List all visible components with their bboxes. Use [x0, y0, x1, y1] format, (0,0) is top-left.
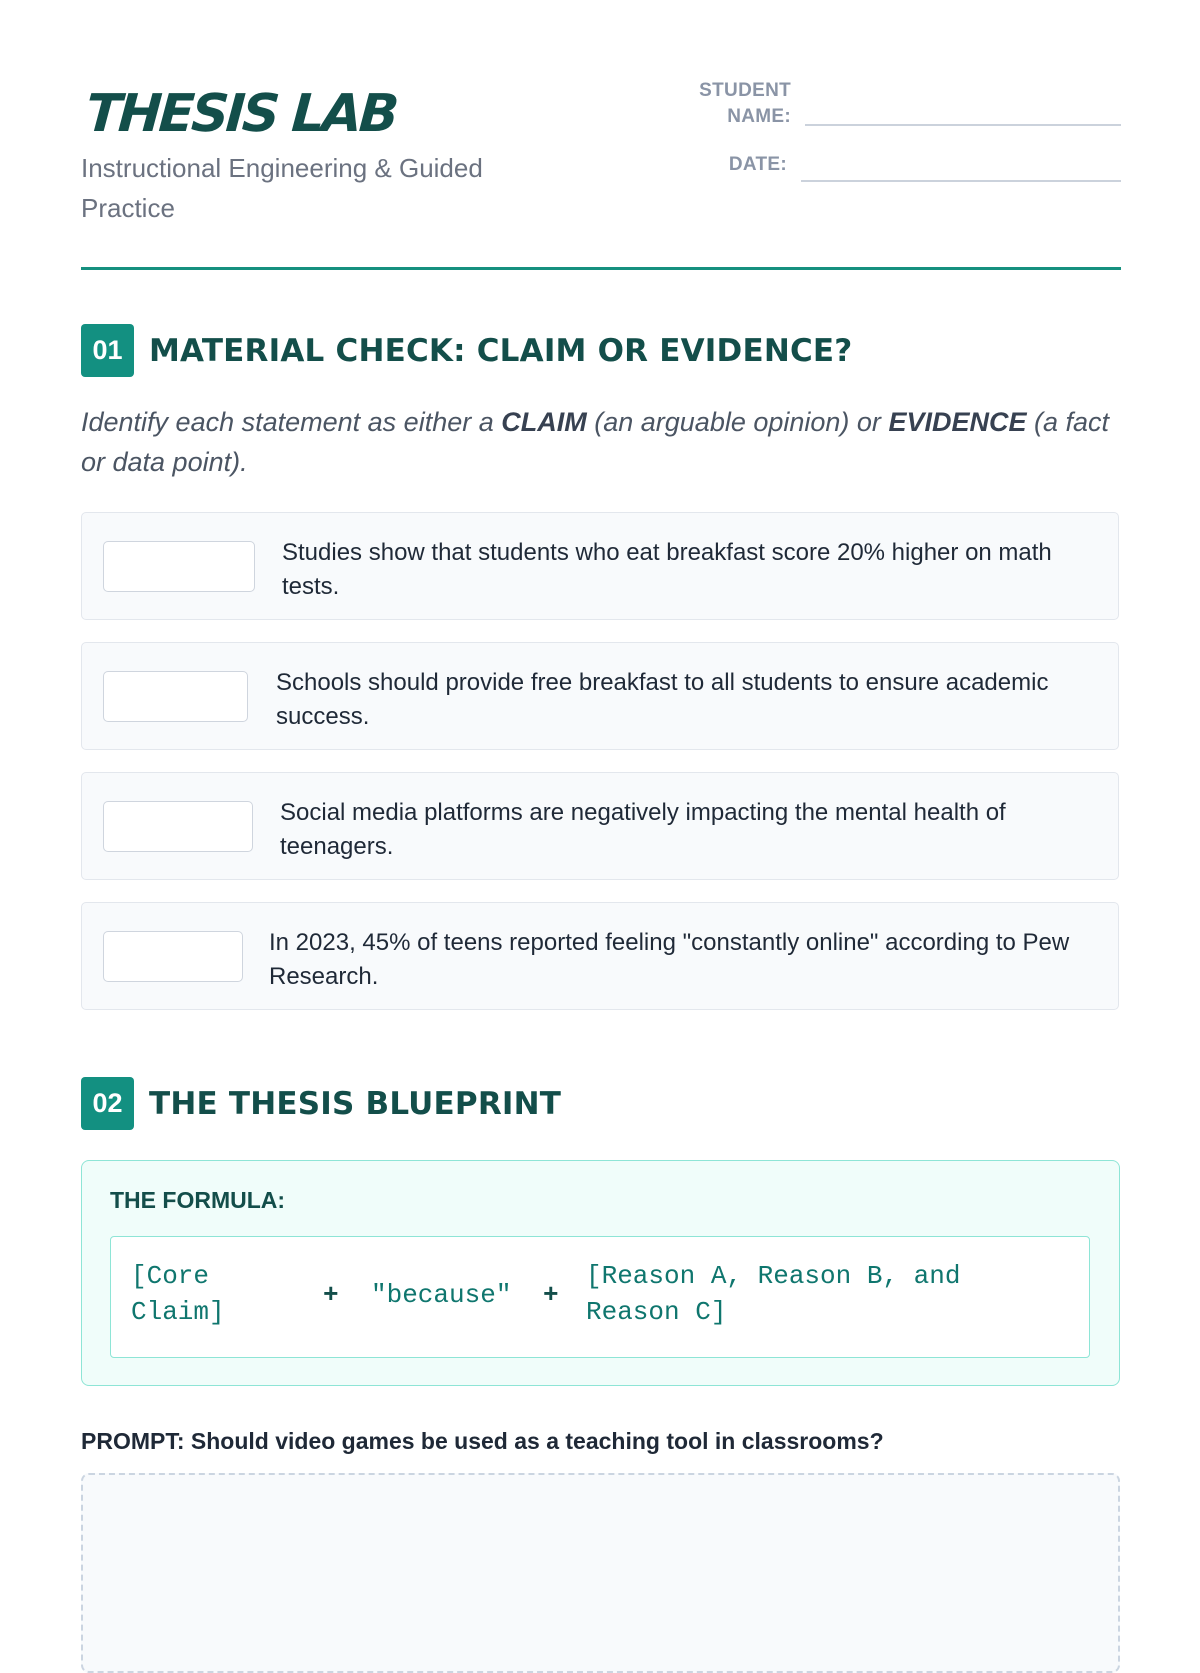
worksheet-title: THESIS LAB: [83, 84, 398, 144]
date-label: DATE:: [728, 154, 787, 175]
section-1-title: MATERIAL CHECK: CLAIM OR EVIDENCE?: [149, 332, 853, 369]
statement-text: Schools should provide free breakfast to all students to ensure academic success.: [276, 669, 1049, 730]
thesis-answer-area[interactable]: [81, 1473, 1120, 1673]
section-1-heading: [81, 324, 852, 377]
formula-plus-operator: +: [323, 1280, 339, 1310]
statement-answer-box[interactable]: [103, 931, 243, 982]
statement-answer-box[interactable]: [103, 671, 248, 722]
instructions-text-1: Identify each statement as either a: [81, 407, 502, 437]
statement-answer-box[interactable]: [103, 541, 255, 592]
formula-label: THE FORMULA:: [110, 1187, 286, 1213]
statement-card: [81, 772, 1119, 880]
section-2-heading: [81, 1077, 561, 1130]
instructions-text-2: (an arguable opinion) or: [586, 407, 889, 437]
formula-reasons: [Reason A, Reason B, and Reason C]: [586, 1261, 961, 1327]
instructions-text-3: (a fact or data point).: [81, 407, 1110, 477]
statement-text: Studies show that students who eat breakfast score 20% higher on math tests.: [282, 539, 1052, 600]
date-line[interactable]: [801, 180, 1121, 182]
header-divider: [81, 267, 1121, 270]
statement-text: Social media platforms are negatively impacting the mental health of teenagers.: [280, 799, 1006, 860]
formula-core-claim: [Core Claim]: [131, 1261, 225, 1327]
statement-answer-box[interactable]: [103, 801, 253, 852]
section-1-instructions: [81, 402, 1121, 482]
formula-plus-operator: +: [543, 1280, 559, 1310]
section-2-title: THE THESIS BLUEPRINT: [149, 1085, 562, 1122]
worksheet-header: [81, 0, 1121, 270]
worksheet-page: [81, 0, 1121, 1454]
statement-card: [81, 902, 1119, 1010]
formula-because: "because": [371, 1280, 512, 1310]
student-name-label: STUDENT NAME:: [699, 80, 791, 127]
date-field: [689, 152, 1121, 178]
statement-card: [81, 642, 1119, 750]
instructions-evidence-term: EVIDENCE: [888, 407, 1027, 437]
section-2-number-badge: 02: [81, 1077, 134, 1130]
formula-panel: [81, 1160, 1120, 1386]
instructions-claim-term: CLAIM: [501, 407, 587, 437]
statement-text: In 2023, 45% of teens reported feeling "constantly online" according to Pew Research.: [269, 929, 1070, 990]
student-name-line[interactable]: [805, 124, 1121, 126]
thesis-prompt: PROMPT: Should video games be used as a teaching tool in classrooms?: [81, 1428, 884, 1454]
section-1-number-badge: 01: [81, 324, 134, 377]
formula-expression: [110, 1236, 1090, 1358]
statement-card: [81, 512, 1119, 620]
student-name-field: [693, 78, 1121, 130]
worksheet-subtitle: Instructional Engineering & Guided Practice: [81, 153, 483, 223]
